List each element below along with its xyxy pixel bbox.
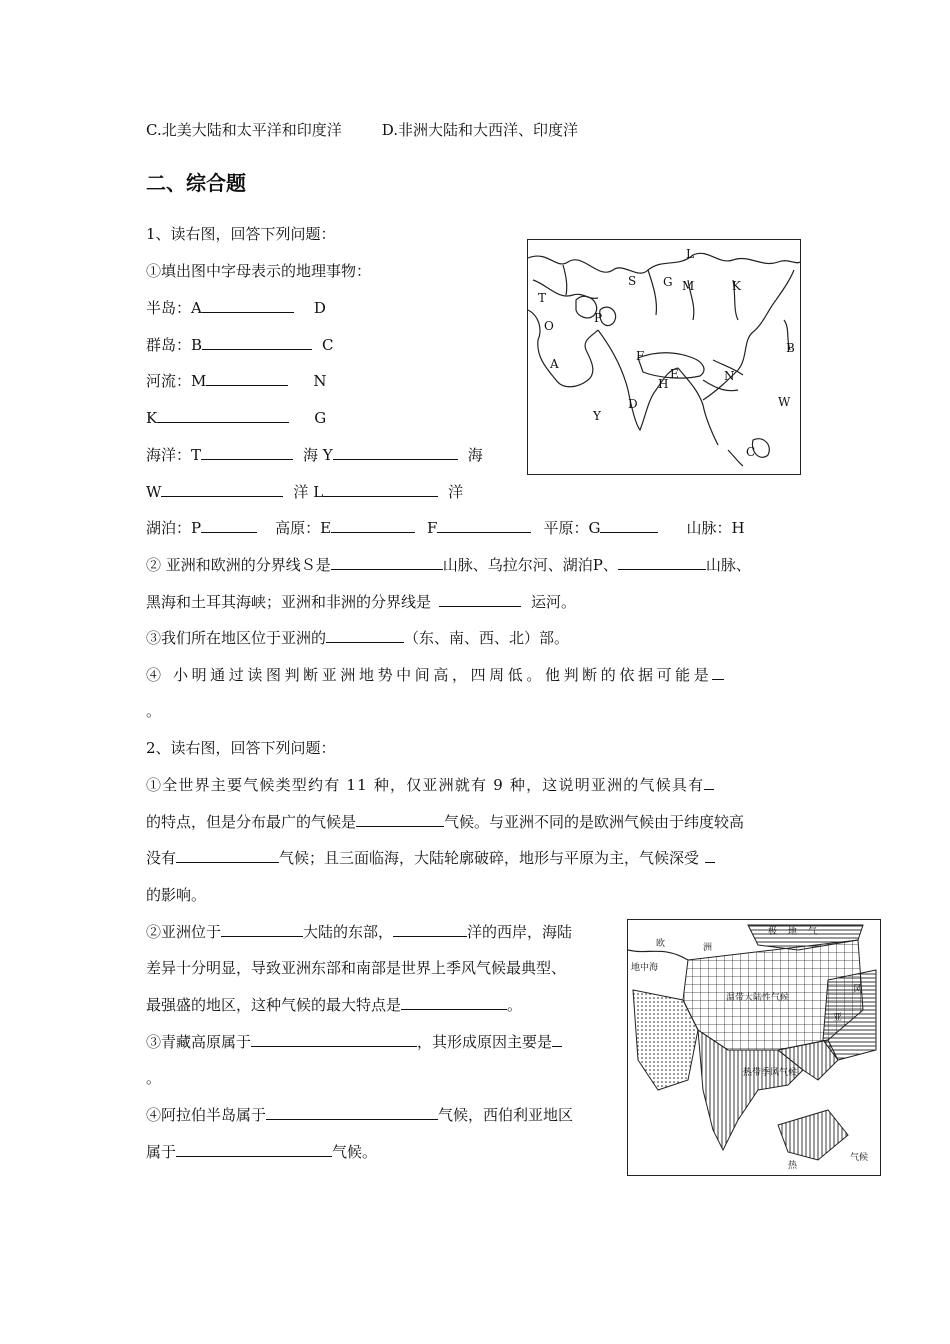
map-label-e: E [670,367,679,381]
q2-sub4-line2: 属于 气候。 [146,1143,378,1161]
q1-intro: 1、读右图，回答下列问题： [146,225,336,243]
q1-sub3: ③我们所在地区位于亚洲的 （东、南、西、北）部。 [146,629,570,647]
q2-sub1-line2: 的特点，但是分布最广的气候是 气候。与亚洲不同的是欧洲气候由于纬度较高 [146,813,745,831]
blank-b[interactable] [202,335,312,350]
climate-label-med: 地中海 [631,963,659,973]
blank-missing-climate[interactable] [176,848,279,863]
map-label-b: B [786,341,795,355]
q1-oceans-row: W 洋 L 洋 [146,483,464,501]
map-label-t: T [538,291,547,305]
option-c: C.北美大陆和太平洋和印度洋 [146,121,342,139]
blank-boundary-mountain2[interactable] [618,555,706,570]
map-label-g: G [663,275,673,289]
blank-p[interactable] [201,518,257,533]
blank-continent[interactable] [221,922,303,937]
map-label-a: A [550,357,559,371]
q2-sub3: ③青藏高原属于 ，其形成原因主要是 [146,1032,562,1052]
blank-e[interactable] [331,518,415,533]
map-label-f: F [636,349,645,363]
map-label-o: O [544,319,554,333]
map-label-n: N [724,369,735,383]
q2-intro: 2、读右图，回答下列问题： [146,739,336,757]
map-label-h: H [658,377,669,391]
q1-peninsula-row: 半岛：A D [146,299,326,317]
options-line [146,120,578,140]
blank-g[interactable] [600,518,658,533]
q2-sub1-line3: 没有 气候；且三面临海，大陆轮廓破碎，地形与平原为主，气候深受 [146,848,715,868]
climate-label-subtropic: 亚 [833,1013,843,1023]
climate-label-polar2: 地 [788,927,798,937]
blank-w[interactable] [161,482,283,497]
blank-region[interactable] [326,628,404,643]
q1-islands-row: 群岛：B C [146,336,334,354]
climate-label-climate: 气候 [850,1153,869,1163]
q2-sub4: ④阿拉伯半岛属于 气候，西伯利亚地区 [146,1106,574,1124]
blank-k[interactable] [157,408,289,423]
climate-label-tropical: 热 [788,1161,798,1171]
q2-sub1: ①全世界主要气候类型约有 11 种，仅亚洲就有 9 种，这说明亚洲的气候具有 [146,775,714,795]
q2-sub2-line3: 最强盛的地区，这种气候的最大特点是 。 [146,996,523,1014]
blank-arabia-climate[interactable] [266,1105,438,1120]
climate-label-europe2: 洲 [703,943,713,953]
q2-sub1-line4: 的影响。 [146,886,207,904]
q1-lakes-row: 湖泊：P 高原：E F 平原：G 山脉：H [146,519,745,537]
blank-t[interactable] [201,445,293,460]
q1-sub4-end: 。 [146,702,162,720]
climate-label-polar1: 极 [768,927,778,937]
q1-rivers2-row: K G [146,409,327,427]
blank-y[interactable] [333,445,458,460]
q1-sub2: ② 亚洲和欧洲的分界线Ｓ是 山脉、乌拉尔河、湖泊P、 山脉、 [146,556,751,574]
blank-canal[interactable] [439,592,521,607]
q1-sub1: ①填出图中字母表示的地理事物： [146,262,372,280]
map-label-p: P [594,311,603,325]
map-label-d: D [628,397,638,411]
map-label-s: S [628,274,637,288]
blank-ocean[interactable] [393,922,467,937]
blank-feature[interactable] [704,775,714,790]
blank-siberia-climate[interactable] [176,1142,332,1157]
q2-sub3-end: 。 [146,1069,162,1087]
blank-monsoon-feature[interactable] [401,995,507,1010]
climate-label-europe1: 欧 [656,939,666,949]
q1-rivers-row: 河流：M N [146,372,327,390]
blank-m[interactable] [206,371,288,386]
map-label-w: W [778,395,791,409]
blank-l[interactable] [323,482,438,497]
blank-tibet-reason[interactable] [552,1032,562,1047]
map-label-m: M [682,279,695,293]
q1-sub2-line2: 黑海和土耳其海峡；亚洲和非洲的分界线是 运河。 [146,593,577,611]
q1-sub4: ④ 小明通过读图判断亚洲地势中间高，四周低。他判断的依据可能是 [146,665,724,685]
q2-sub2-line2: 差异十分明显，导致亚洲东部和南部是世界上季风气候最典型、 [146,959,567,977]
blank-a[interactable] [202,298,294,313]
blank-boundary-mountain[interactable] [331,555,443,570]
climate-label-south-asia: 热带季风气候 [743,1068,798,1078]
q1-seas-row: 海洋：T 海 Y 海 [146,446,483,464]
q2-sub2: ②亚洲位于 大陆的东部， 洋的西岸，海陆 [146,923,573,941]
blank-f[interactable] [437,518,531,533]
map-label-y: Y [593,409,601,423]
climate-label-temperate: 温带大陆性气候 [726,993,790,1003]
blank-influence[interactable] [705,848,715,863]
option-d: D.非洲大陆和大西洋、印度洋 [381,121,578,139]
blank-widest-climate[interactable] [356,812,444,827]
asia-climate-map [627,919,881,1176]
climate-label-monsoon: 风 [853,985,863,995]
climate-label-polar3: 气 [808,927,818,937]
map-label-c: C [746,445,756,459]
section-title: 二、综合题 [146,171,246,195]
blank-tibet-climate[interactable] [251,1032,417,1047]
asia-physical-map [527,239,801,475]
map-label-l: L [686,247,694,261]
blank-basis[interactable] [712,665,724,680]
map-label-k: K [732,279,741,293]
